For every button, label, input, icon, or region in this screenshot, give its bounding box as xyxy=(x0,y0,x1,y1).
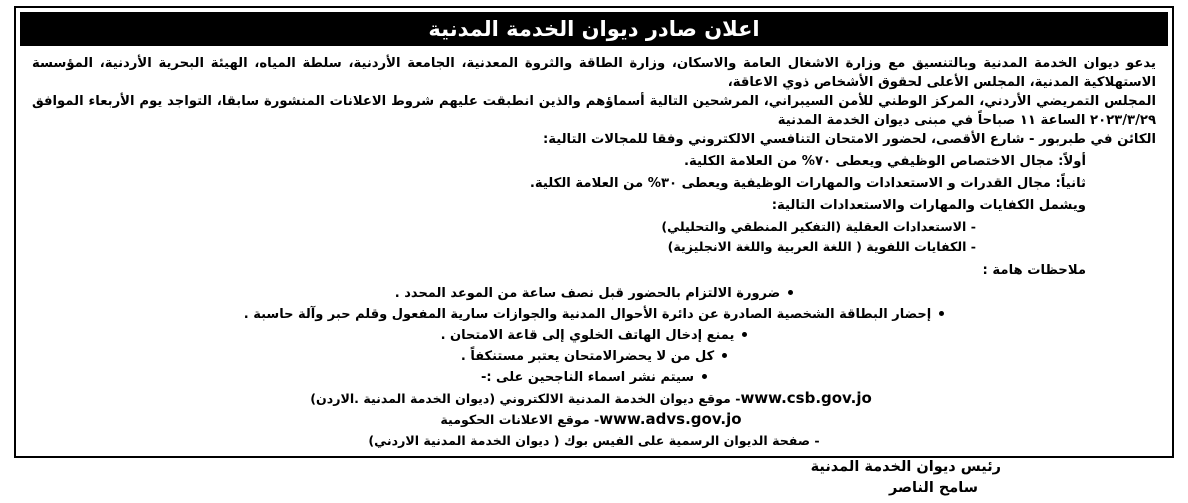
link-row-facebook xyxy=(32,430,1156,451)
link-csb[interactable]: www.csb.gov.jo xyxy=(740,389,872,407)
signature-name: سامح الناصر xyxy=(889,480,978,496)
note-text-4: كل من لا يحضرالامتحان يعتبر مستنكفاً . xyxy=(460,349,715,364)
field-second: ثانياً: مجال القدرات و الاستعدادات والمهارات الوظيفية ويعطى ٣٠% من العلامة الكلية. xyxy=(529,176,1086,191)
note-text-2: إحضار البطاقة الشخصية الصادرة عن دائرة الأحوال المدنية والجوازات سارية المفعول وقلم حبر وآلة حاسبة . xyxy=(243,307,932,322)
link-label-facebook: - صفحة الديوان الرسمية على الفيس بوك ( ديوان الخدمة المدنية الاردني) xyxy=(368,433,820,448)
announcement-frame xyxy=(14,6,1174,496)
bullet-icon xyxy=(722,353,727,358)
intro-line-2: المجلس التمريضي الأردني، المركز الوطني للأمن السيبراني، المرشحين التالية أسماؤهم والذين انطبقت عليهم شروط الاعلانات المنشورة سابقا، التواجد يوم الأربعاء الموافق ٢٠٢٣/٣/٢٩ الساعة ١١ صباحاً في مبنى ديوان الخدمة المدنية xyxy=(32,94,1156,128)
intro-line-3: الكائن في طبربور - شارع الأقصى، لحضور الامتحان التنافسي الالكتروني وفقا للمجالات التالية: xyxy=(542,132,1156,147)
list-item xyxy=(32,325,1156,346)
announcement-header xyxy=(20,12,1168,46)
notes-title: ملاحظات هامة : xyxy=(982,263,1086,278)
bullet-icon xyxy=(939,311,944,316)
intro-line-1: يدعو ديوان الخدمة المدنية وبالتنسيق مع وزارة الاشغال العامة والاسكان، وزارة الطاقة والثروة المعدنية، الجامعة الأردنية، سلطة المياه، الهيئة البحرية الأردنية، المؤسسة الاستهلاكية المدنية، المجلس الأعلى لحقوق الأشخاص ذوي الاعاقة، xyxy=(32,56,1156,90)
bullet-icon xyxy=(788,290,793,295)
note-text-5: سيتم نشر اسماء الناجحين على :- xyxy=(480,370,695,385)
notes-list xyxy=(32,283,1156,388)
bullet-icon xyxy=(702,374,707,379)
list-item xyxy=(32,304,1156,325)
bullet-icon xyxy=(742,332,747,337)
note-text-3: يمنع إدخال الهاتف الخلوي إلى قاعة الامتحان . xyxy=(440,328,735,343)
signature-block xyxy=(32,457,1156,499)
intro-paragraph xyxy=(32,54,1156,149)
skills-item-2: - الكفايات اللفوية ( اللغة العربية واللغة الانجليزية) xyxy=(667,239,976,254)
note-text-1: ضرورة الالتزام بالحضور قبل نصف ساعة من الموعد المحدد . xyxy=(394,286,781,301)
field-first: أولاً: مجال الاختصاص الوظيفي ويعطى ٧٠% من العلامة الكلية. xyxy=(683,154,1086,169)
list-item xyxy=(32,283,1156,304)
announcement-body xyxy=(16,50,1172,503)
skills-intro: ويشمل الكفايات والمهارات والاستعدادات التالية: xyxy=(771,198,1086,213)
link-row-advs xyxy=(32,409,1156,430)
link-row-csb xyxy=(32,388,1156,409)
page-title: اعلان صادر ديوان الخدمة المدنية xyxy=(428,17,760,41)
skills-item-1: - الاستعدادات العقلية (التفكير المنطقي والتحليلي) xyxy=(661,219,976,234)
signature-title: رئيس ديوان الخدمة المدنية xyxy=(810,459,1001,475)
list-item xyxy=(32,346,1156,367)
link-label-advs: - موقع الاعلانات الحكومية xyxy=(440,412,600,427)
link-label-csb: - موقع ديوان الخدمة المدنية الالكتروني (ديوان الخدمة المدنية .الاردن) xyxy=(310,391,741,406)
link-advs[interactable]: www.advs.gov.jo xyxy=(599,410,742,428)
list-item xyxy=(32,367,1156,388)
